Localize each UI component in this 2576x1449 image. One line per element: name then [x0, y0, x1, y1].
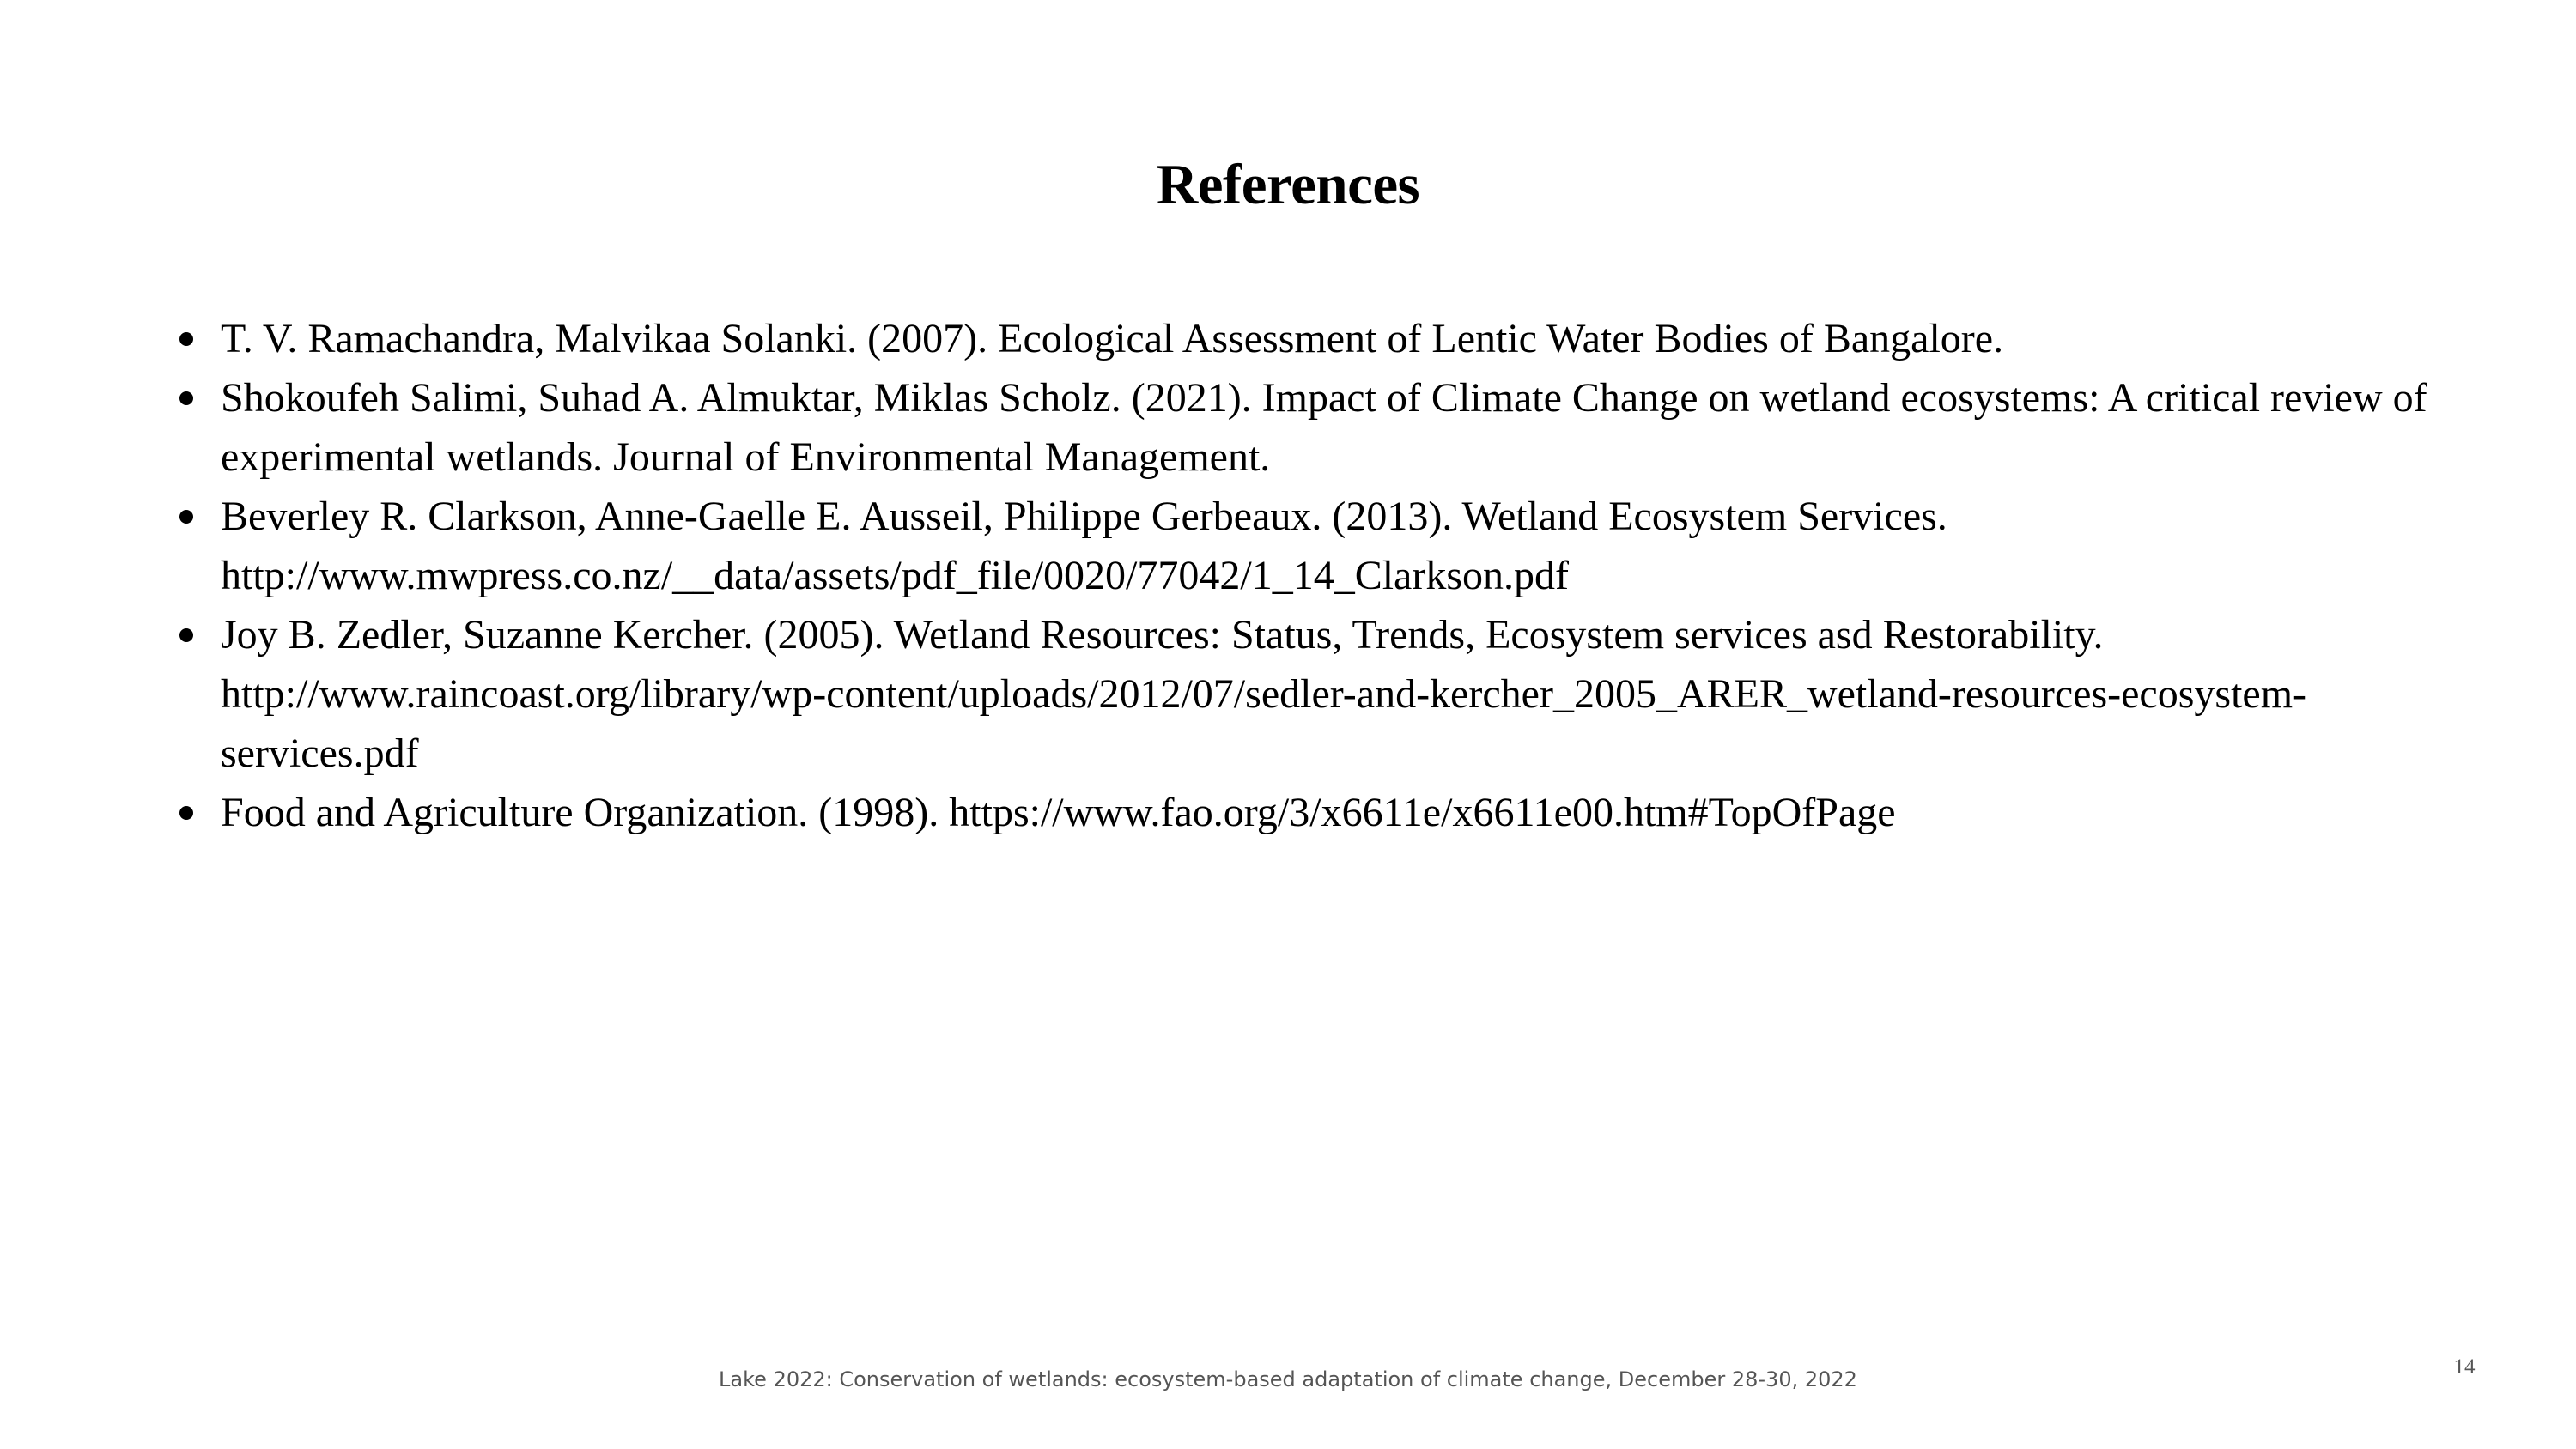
reference-text: Food and Agriculture Organization. (1998). https://www.fao.org/3/x6611e/x6611e00.htm#TopOfPage — [221, 790, 1896, 835]
list-item — [221, 605, 2445, 783]
reference-text: Shokoufeh Salimi, Suhad A. Almuktar, Miklas Scholz. (2021). Impact of Climate Change on wetland ecosystems: A critical review of experimental wetlands. Journal of Environmental Management. — [221, 375, 2427, 480]
bullet-icon — [179, 806, 193, 820]
page-title: References — [1156, 153, 1420, 216]
bullet-icon — [179, 510, 193, 524]
list-item — [221, 783, 2445, 842]
list-item — [221, 368, 2445, 487]
bullet-icon — [179, 332, 193, 346]
reference-text: T. V. Ramachandra, Malvikaa Solanki. (2007). Ecological Assessment of Lentic Water Bodies of Bangalore. — [221, 316, 2004, 361]
reference-text: Beverley R. Clarkson, Anne-Gaelle E. Ausseil, Philippe Gerbeaux. (2013). Wetland Ecosystem Services. http://www.mwpress.co.nz/__data/assets/pdf_file/0020/77042/1_14_Clarkson.pdf — [221, 494, 1947, 598]
bullet-icon — [179, 628, 193, 642]
references-list — [221, 309, 2445, 842]
page-number: 14 — [2453, 1355, 2476, 1379]
reference-text: Joy B. Zedler, Suzanne Kercher. (2005). Wetland Resources: Status, Trends, Ecosystem services asd Restorability. http://www.raincoast.org/library/wp-content/uploads/2012/07/sedler-and-kercher_2005_ARER_wetland-resources-ecosystem-services.pdf — [221, 612, 2307, 776]
list-item — [221, 487, 2445, 605]
footer-text: Lake 2022: Conservation of wetlands: ecosystem-based adaptation of climate change, December 28-30, 2022 — [719, 1367, 1857, 1391]
bullet-icon — [179, 391, 193, 405]
list-item — [221, 309, 2445, 368]
